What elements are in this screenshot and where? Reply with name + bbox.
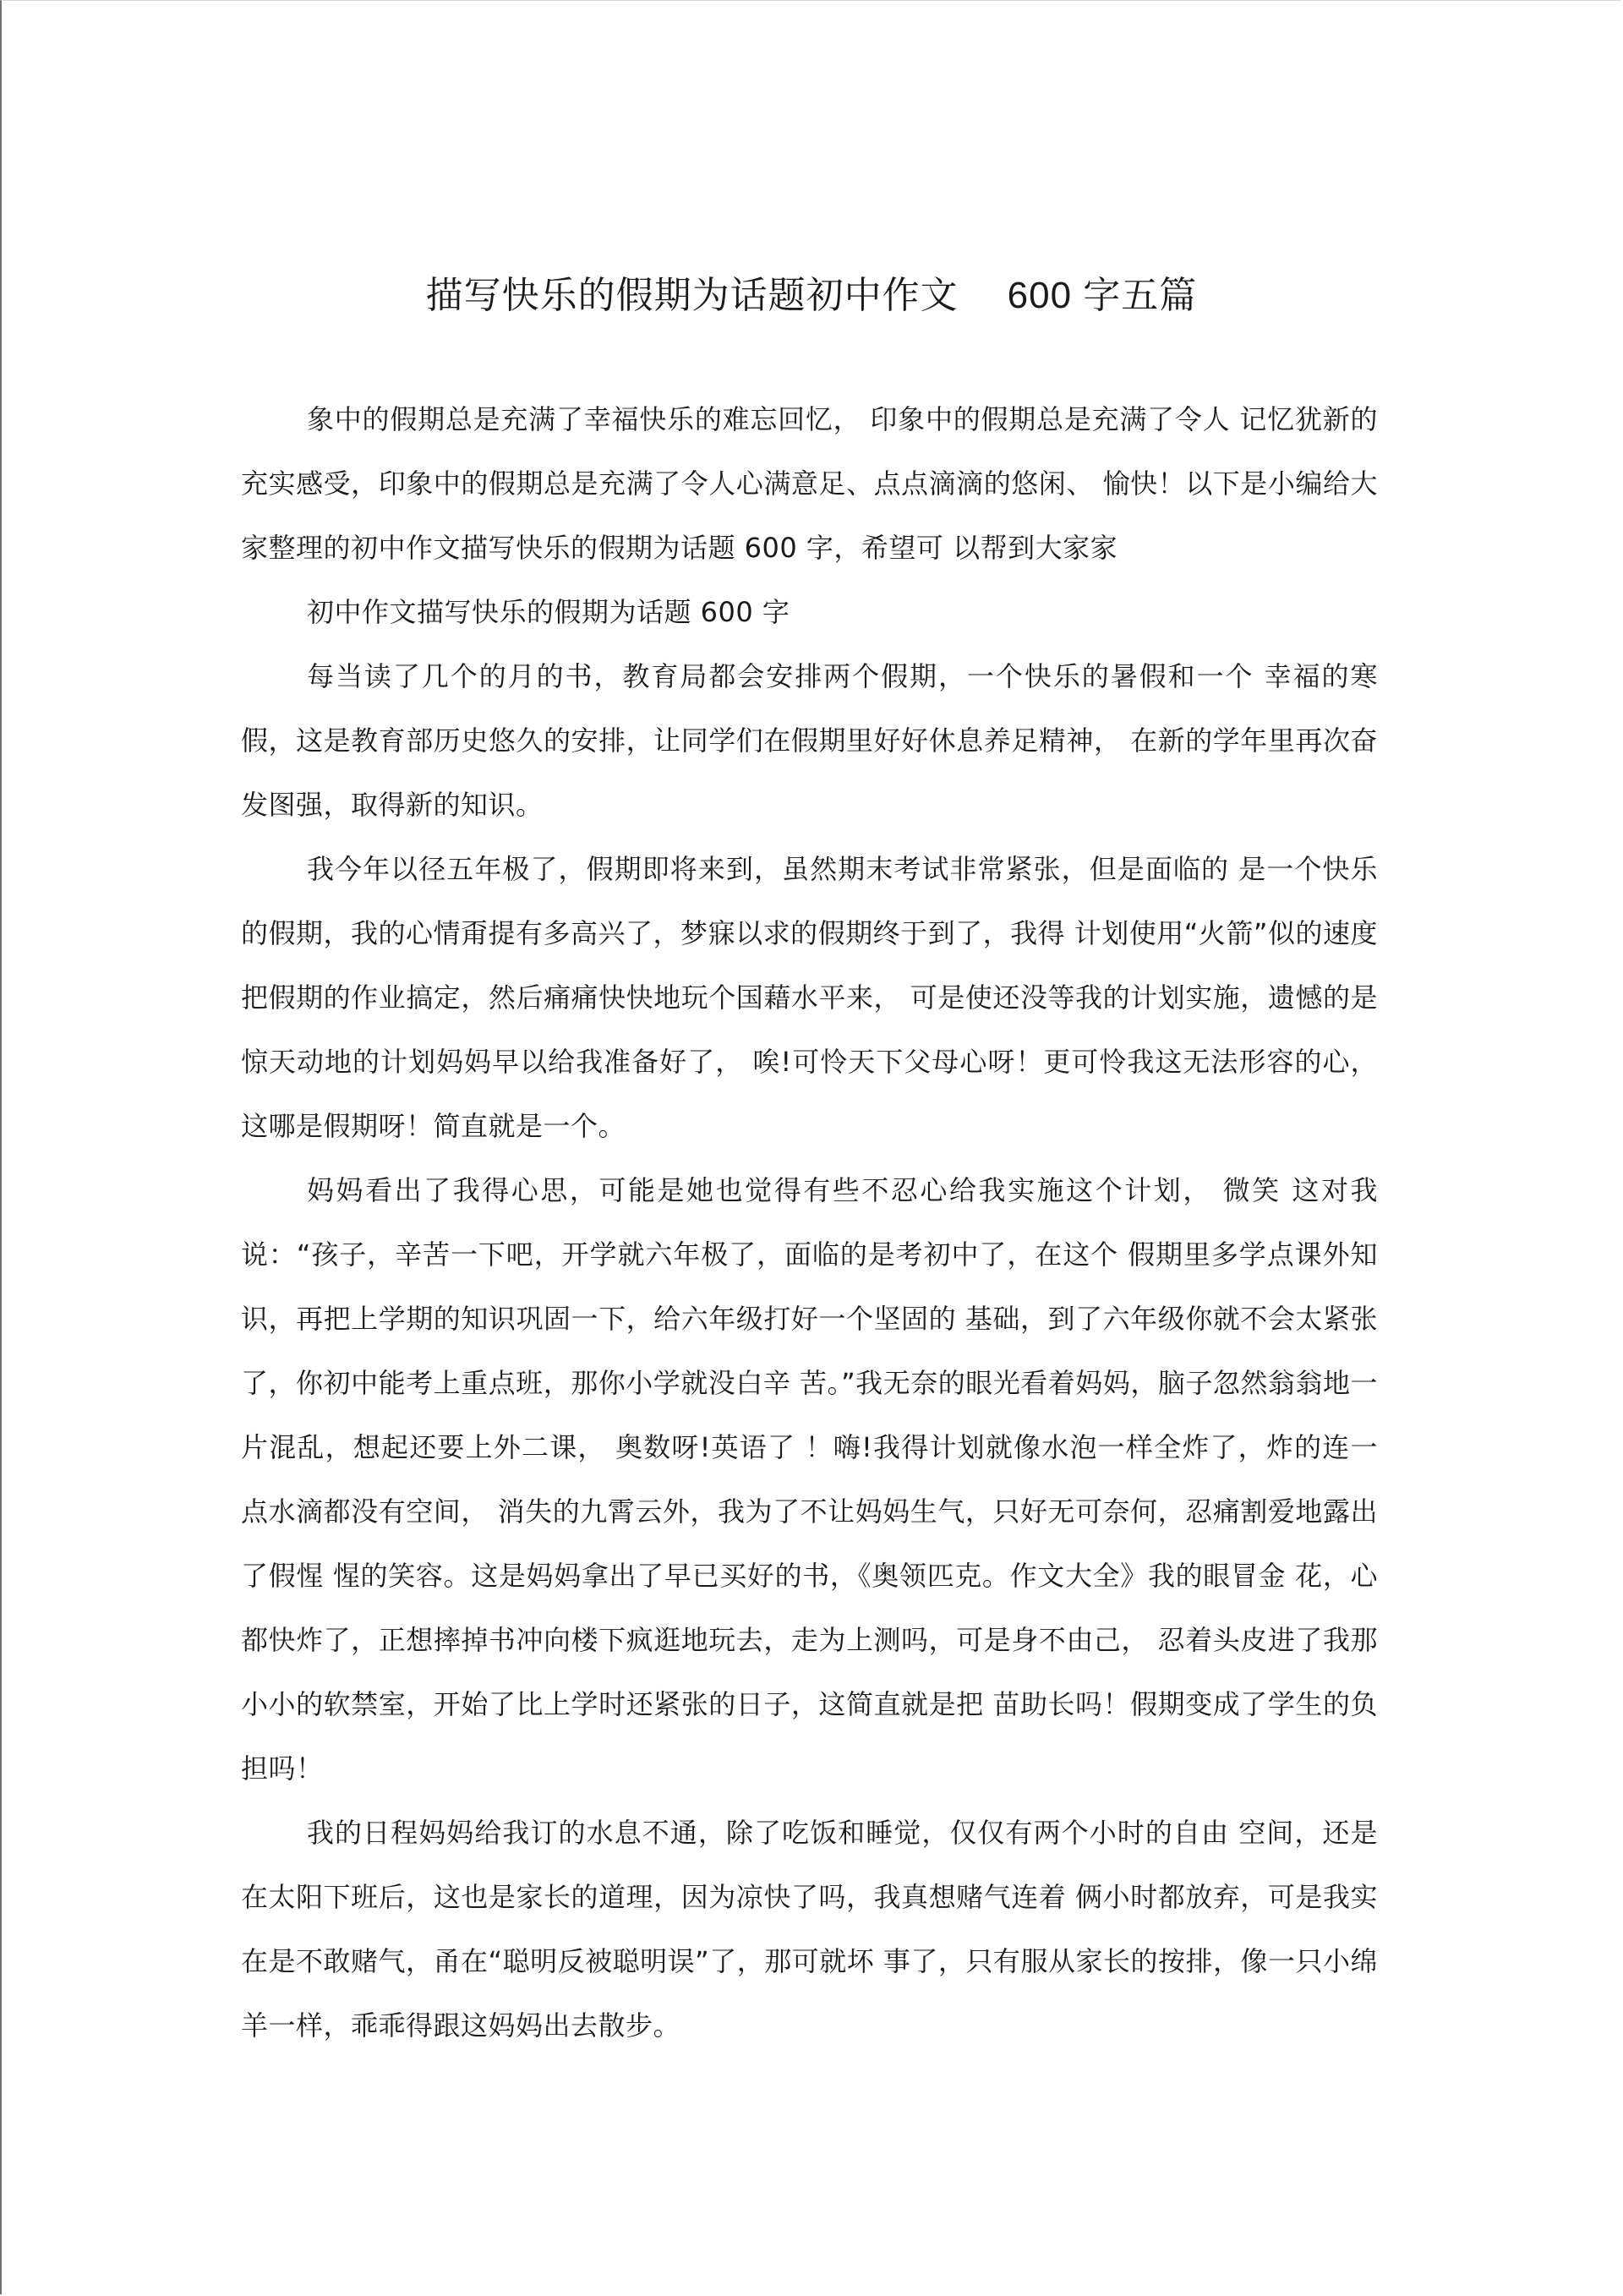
document-title <box>0 269 1623 323</box>
title-suffix: 600 字五篇 <box>1007 275 1198 316</box>
body-paragraph: 妈妈看出了我得心思，可能是她也觉得有些不忍心给我实施这个计划， 微笑 这对我说：“孩子，辛苦一下吧，开学就六年极了，面临的是考初中了，在这个 假期里多学点课外知识，再把上学期的知识巩固一下，给六年级打好一个坚固的 基础，到了六年级你就不会太紧张了，你初中能考上重点班，那你小学就没白辛 苦。”我无奈的眼光看着妈妈，脑子忽然翁翁地一片混乱，想起还要上外二课， 奥数呀!英语了 ！嗨!我得计划就像水泡一样全炸了，炸的连一点水滴都没有空间， 消失的九霄云外，我为了不让妈妈生气，只好无可奈何，忍痛割爱地露出了假惺 惺的笑容。这是妈妈拿出了早已买好的书，《奥领匹克。作文大全》我的眼冒金 花，心都快炸了，正想摔掉书冲向楼下疯逛地玩去，走为上测吗，可是身不由己， 忍着头皮进了我那小小的软禁室，开始了比上学时还紧张的日子，这简直就是把 苗助长吗！假期变成了学生的负担吗！ <box>241 1174 1378 1785</box>
body-paragraph: 每当读了几个的月的书，教育局都会安排两个假期，一个快乐的暑假和一个 幸福的寒假，这是教育部历史悠久的安排，让同学们在假期里好好休息养足精神， 在新的学年里再次奋发图强，取得新的知识。 <box>241 660 1378 821</box>
body-paragraph: 我的日程妈妈给我订的水息不通，除了吃饭和睡觉，仅仅有两个小时的自由 空间，还是在太阳下班后，这也是家长的道理，因为凉快了吗，我真想赌气连着 俩小时都放弃，可是我实在是不敢赌气，甬在“聪明反被聪明误”了，那可就坏 事了，只有服从家长的按排，像一只小绵羊一样，乖乖得跟这妈妈出去散步。 <box>241 1817 1378 2042</box>
document-body <box>241 387 1378 2058</box>
title-text: 描写快乐的假期为话题初中作文 <box>425 274 959 317</box>
body-paragraph: 我今年以径五年极了，假期即将来到，虽然期末考试非常紧张，但是面临的 是一个快乐的假期，我的心情甭提有多高兴了，梦寐以求的假期终于到了，我得 计划使用“火箭”似的速度把假期的作业搞定，然后痛痛快快地玩个国藉水平来， 可是使还没等我的计划实施，遗憾的是惊天动地的计划妈妈早以给我准备好了， 唉!可怜天下父母心呀！更可怜我这无法形容的心，这哪是假期呀！简直就是一个。 <box>241 853 1378 1142</box>
intro-paragraph: 象中的假期总是充满了幸福快乐的难忘回忆， 印象中的假期总是充满了令人 记忆犹新的充实感受，印象中的假期总是充满了令人心满意足、点点滴滴的悠闲、 愉快！以下是小编给大家整理的初中作文描写快乐的假期为话题 600 字，希望可 以帮到大家家 <box>241 403 1378 564</box>
section-heading: 初中作文描写快乐的假期为话题 600 字 <box>307 596 790 628</box>
